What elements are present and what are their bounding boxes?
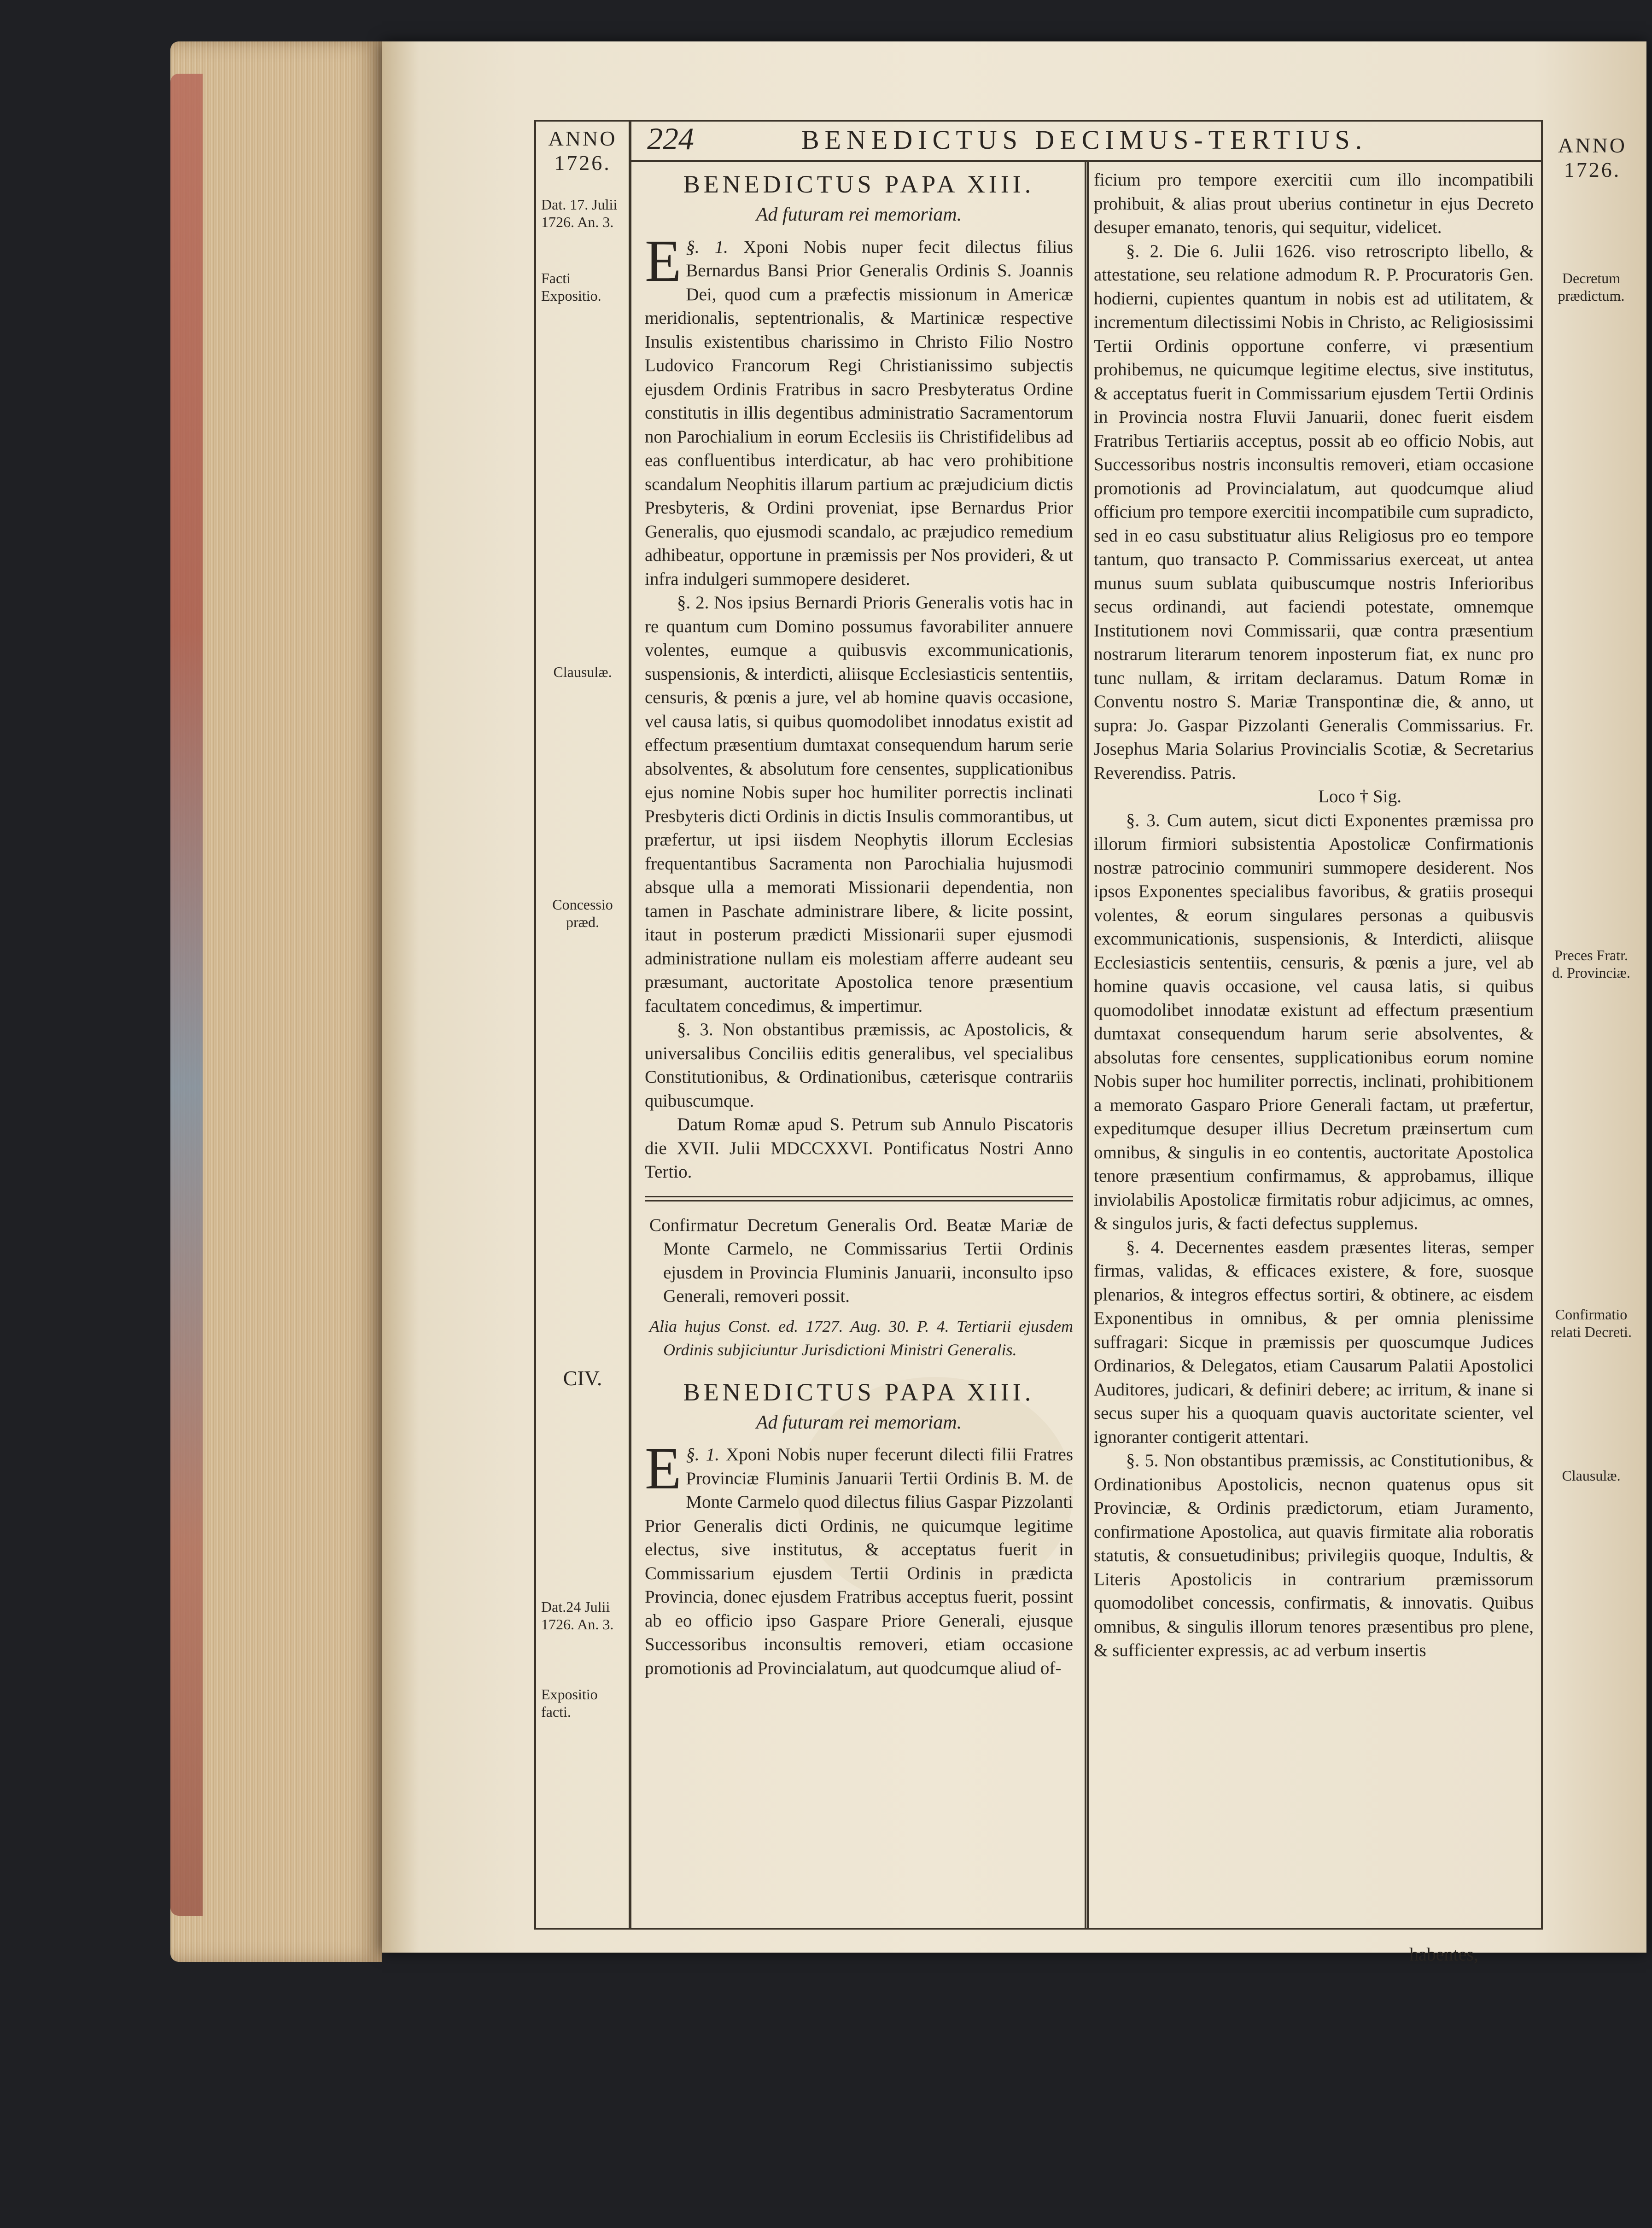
header-anno-left: ANNO 1726.: [548, 127, 617, 175]
margin-facti-expositio: Facti Expositio.: [541, 270, 601, 304]
paragraph-1: §. 1. E Xponi Nobis nuper fecit dilectus filius Bernardus Bansi Prior Generalis Ordinis S. Joannis Dei, quod cum a præfectis missionum in Americæ meridionalis, septentrionalis, & Martinicæ respective Insulis existentibus charissimo in Christo Filio Nostro Ludovico Francorum Regi Christianissimo subjectis ejusdem Ordinis Fratribus in sacro Presbyteratus Ordine constitutis in illis degentibus administratio Sacramentorum non Parochialium in eorum Ecclesiis iis Christifidelibus ad eas confluentibus interdicatur, ab hac vero prohibitione scandalum Neophitis illarum partium ac præjudicium dictis Presbyteris, & Ordini proveniat, ipse Bernardus Prior Generalis, quo ejusmodi scandalo, ac præjudico remedium adhibeatur, opportune in præmissis per Nos provideri, & ut infra indulgeri summopere desideret.: [645, 227, 1074, 589]
right-paragraph-2: §. 2. Die 6. Julii 1626. viso retroscripto libello, & attestatione, seu relatione admodum R. P. Procuratoris Gen. hodierni, cupientes quantum in nobis est ad utilitatem, & incrementum dilectissimi Nobis in Christo, ac Religiosissimi Tertii Ordinis opportune conferre, vi præsentium prohibemus, ne quicumque legitime electus, sive institutus, & acceptatus fuerit in Commissarium ejusdem Tertii Ordinis in Provincia nostra Fluvii Januarii, donec fuerit eisdem Fratribus Tertiariis acceptus, possit ab eo officio Nobis, aut Successoribus nostris inconsultis removeri, etiam occasione promotionis ad Provincialatum, aut quodcumque aliud officium pro tempore exercitii incompatibile cum supradicto, sed in eo casu substituatur alius Religiosus pro eo tempore tantum, quo transacto P. Commissarius exerceat, ut antea munus suum sublata quibuscumque nostris Inferioribus secus ordinandi, aut faciendi potestate, omnemque Institutionem novi Commissarii, quæ contra præsentium nostrarum literarum tenorem inposterum fiat, ex nunc pro tunc nullam, & irritam declaramus. Datum Romæ in Conventu nostro S. Mariæ Transpontinæ die, & anno, ut supra: Jo. Gaspar Pizzolanti Generalis Commissarius. Fr. Josephus Maria Solarius Provincialis Scotiæ, & Secretarius Reverendiss. Patris.: [1094, 241, 1534, 783]
column-divider: [1085, 161, 1086, 1928]
left-margin-rule-2: [630, 120, 631, 1930]
right-paragraph-1: ficium pro tempore exercitii cum illo incompatibili prohibuit, & alias prout uberius continetur in ejus Decreto desuper emanato, tenoris, qui sequitur, videlicet.: [1094, 170, 1534, 237]
column-divider-2: [1087, 161, 1089, 1928]
margin-preces: Preces Fratr. d. Provinciæ.: [1552, 947, 1630, 981]
seal-mark: Loco † Sig.: [1318, 787, 1401, 806]
margin-confirmatio: Confirmatio relati Decreti.: [1551, 1306, 1632, 1341]
margin-date-2: Dat.24 Julii 1726. An. 3.: [541, 1598, 614, 1633]
drop-cap-2: E: [645, 1435, 682, 1502]
margin-civ: CIV.: [563, 1366, 602, 1390]
cross-reference-note: Alia hujus Const. ed. 1727. Aug. 30. P. 4. Tertiarii ejusdem Ordinis subjiciuntur Jurisdictioni Ministri Generalis.: [649, 1317, 1073, 1359]
left-text-column: [645, 168, 1073, 1680]
right-paragraph-5: §. 5. Non obstantibus præmissis, ac Constitutionibus, & Ordinationibus Apostolicis, necnon quatenus opus sit Provinciæ, & Ordinis prædictorum, etiam Juramento, confirmatione Apostolica, aut quavis firmitate alia roboratis statutis, & consuetudinibus; privilegiis quoque, Indultis, & Literis Apostolicis in contrarium præmissorum quomodolibet concessis, confirmatis, & innovatis. Quibus omnibus, & singulis illorum tenores præsentibus pro plene, & sufficienter expressis, ac ad verbum insertis: [1094, 1451, 1534, 1660]
bottom-rule: [534, 1928, 1543, 1930]
paragraph-5: §. 1. E Xponi Nobis nuper fecerunt dilecti filii Fratres Provinciæ Fluminis Januarii Tertii Ordinis B. M. de Monte Carmelo quod dilectus filius Gaspar Pizzolanti Prior Generalis dicti Ordinis, ne quicumque legitime electus, sive institutus, & acceptatus fuerit in Commissarium ejusdem Tertii Ordinis in prædicta Provincia, donec ejusdem Fratribus acceptus fuerit, possint ab eo officio ipso Gaspare Priore Generali, ejusque Successoribus inconsultis removeri, etiam occasione promotionis ad Provincialatum, aut quodcumque aliud of-: [645, 1435, 1074, 1678]
margin-decretum: Decretum prædictum.: [1558, 270, 1625, 304]
dating-clause: Datum Romæ apud S. Petrum sub Annulo Piscatoris die XVII. Julii MDCCXXVI. Pontificatus Nostri Anno Tertio.: [645, 1114, 1073, 1182]
right-paragraph-3: §. 3. Cum autem, sicut dicti Exponentes præmissa pro illorum firmiori subsistentia Apostolicæ Confirmationis nostræ patrocinio communiri summopere desiderent. Nos ipsos Exponentes specialibus favoribus, & gratiis prosequi volentes, & eorum singulares personas a quibusvis excommunicationis, suspensionis, & Interdicti, aliisque Ecclesiasticis sententiis, censuris, & pœnis a jure, vel ab homine quavis occasione, vel causa latis, si quibus quomodolibet innodatæ existunt ad effectum præsentium dumtaxat consequendum harum serie absolventes, & absolutas fore censentes, supplicationibus eorum nomine Nobis super hoc humiliter porrectis, inclinati, prohibitionem a memorato Gasparo Priore Generali factam, ut præfertur, expeditumque desuper illius Decretum præinsertum cum omnibus, & singulis in eo contentis, auctoritate Apostolica tenore præsentium confirmamus, & approbamus, illique inviolabilis Apostolicæ firmitatis robur adjicimus, ac omnes, & singulos juris, & facti defectus supplemus.: [1094, 810, 1534, 1233]
right-text-column: [1094, 168, 1534, 1662]
running-title: BENEDICTUS DECIMUS-TERTIUS.: [801, 125, 1368, 155]
brief-title-2: BENEDICTUS PAPA XIII.: [683, 1378, 1035, 1406]
margin-concessio: Concessio præd.: [552, 896, 613, 931]
paragraph-3: §. 3. Non obstantibus præmissis, ac Apostolicis, & universalibus Conciliis editis generalibus, vel specialibus Constitutionibus, & Ordinationibus, cæterisque contrariis quibuscumque.: [645, 1020, 1073, 1111]
margin-clausulae: Clausulæ.: [553, 664, 612, 680]
margin-expositio-facti: Expositio facti.: [541, 1686, 598, 1721]
catchword: habentes,: [1409, 1944, 1478, 1965]
margin-clausulae-right: Clausulæ.: [1562, 1467, 1621, 1484]
left-frame-rule: [534, 120, 536, 1930]
section-separator: [645, 1196, 1073, 1201]
brief-title-1: BENEDICTUS PAPA XIII.: [683, 170, 1035, 198]
marbled-edge: [170, 74, 203, 1916]
header-anno-right: ANNO 1726.: [1558, 134, 1627, 181]
header-underline: [631, 160, 1541, 162]
paragraph-2: §. 2. Nos ipsius Bernardi Prioris Generalis votis hac in re quantum cum Domino possumus favorabiliter annuere volentes, eumque a quibusvis excommunicationis, suspensionis, & interdicti, aliisque Ecclesiasticis sententiis, censuris, & pœnis a jure, vel ab homine quavis occasione, vel causa latis, si quibus quomodolibet innodatus existit ad effectum præsentium dumtaxat consequendum harum serie absolventes, & absolutum fore censentes, supplicationibus ejus nomine Nobis super hoc humiliter porrectis inclinati Presbyteris dicti Ordinis in dictis Insulis commorantibus, ut præfertur, ut ipsi iisdem Neophytis illorum Ecclesias frequentantibus Sacramenta non Parochialia hujusmodi absque ulla a memorati Missionarii dependentia, non tamen in Paschate administrare libere, & licite possint, itaut in posterum prædicti Missionarii super ejusmodi administratione nullam eis molestiam afferre audeant seu præsumant, auctoritate Apostolica tenore præsentium facultatem concedimus, & impertimur.: [645, 593, 1073, 1016]
right-paragraph-4: §. 4. Decernentes easdem præsentes literas, semper firmas, validas, & efficaces existere, & fore, suosque plenarios, & integros effectus sortiri, & obtinere, ac eisdem Exponentibus in omnibus, & per omnia plenissime suffragari: Sicque in præmissis per quoscumque Judices Ordinarios, & Delegatos, etiam Causarum Palatii Apostolici Auditores, judicari, & definiri debere; ac irritum, & inane si secus super his a quoquam quavis auctoritate scienter, vel ignoranter contigerit attentari.: [1094, 1237, 1534, 1447]
margin-date-1: Dat. 17. Julii 1726. An. 3.: [541, 196, 618, 231]
page-number: 224: [647, 121, 694, 156]
brief-subtitle-1: Ad futuram rei memoriam.: [756, 204, 962, 226]
drop-cap: E: [645, 227, 682, 294]
brief-subtitle-2: Ad futuram rei memoriam.: [756, 1411, 962, 1433]
right-frame-rule: [1541, 120, 1543, 1930]
constitution-summary: Confirmatur Decretum Generalis Ord. Beatæ Mariæ de Monte Carmelo, ne Commissarius Tertii Ordinis ejusdem in Provincia Fluminis Januarii, inconsulto ipso Generali, removeri possit.: [649, 1215, 1073, 1306]
book-page: [382, 41, 1646, 1965]
